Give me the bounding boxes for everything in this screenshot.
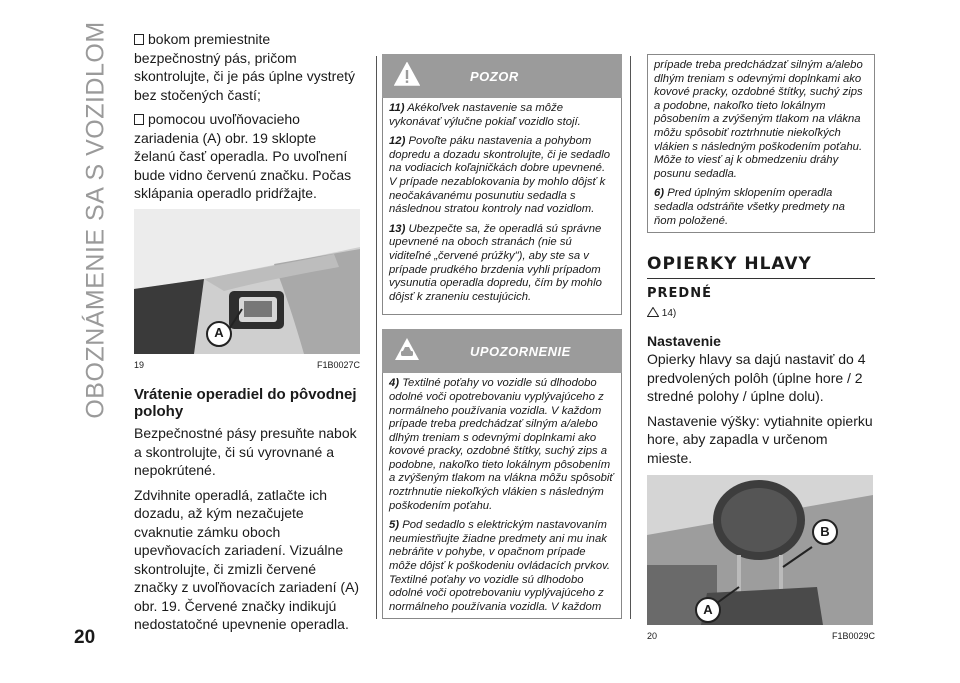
section-title: OPIERKY HLAVY (647, 255, 875, 279)
bullet-box-icon (134, 114, 144, 125)
column-2 (382, 54, 622, 619)
warning-body: 11) Akékoľvek nastavenie sa môže vykonávať výlučne pokiaľ vozidlo stojí. 12) Povoľte páku nastavenia a pohybom dopredu a dozadu skontrolujte, či je sedadlo na vodiacich koľajničkách dobre upevnené. V prípade nezablokovania by mohlo dôjsť k neočakávanému posunutiu sedadla s následnou stratou kontroly nad vozidlom. 13) Ubezpečte sa, že operadlá sú správne upevnené na oboch stranách (nie sú viditeľné „červené prúžky"), aby ste sa v prípade prudkého brzdenia vyhli prípadom vysunutia operadla dopredu, čím by mohlo dôjsť k zraneniu cestujúcich. (382, 98, 622, 315)
section-heading: Vrátenie operadiel do pôvodnej polohy (134, 386, 357, 420)
paragraph: Opierky hlavy sa dajú nastaviť do 4 predvolených polôh (úplne hore / 2 stredné polohy / úplne dolu). (647, 351, 866, 405)
paragraph: Zdvihnite operadlá, zatlačte ich dozadu, až kým nezačujete cvaknutie zámku oboch upevňovacích zariadení. Vizuálne skontrolujte, či zmizli červené značky z uvoľňovacích zariadení (A) obr. 19. Červené značky indikujú nedostatočné upevnenie operadla. (134, 486, 360, 632)
seat-release-illustration (134, 209, 360, 354)
callout-a: A (206, 321, 232, 347)
caution-header: UPOZORNENIE (382, 329, 622, 373)
headrest-illustration (647, 475, 873, 625)
figure-caption: 19 F1B0027C (134, 359, 360, 370)
subsection-title: PREDNÉ (647, 285, 712, 301)
bullet-box-icon (134, 34, 144, 45)
column-1 (134, 30, 360, 640)
page-number: 20 (74, 627, 96, 648)
figure-caption: 20 F1B0029C (647, 631, 875, 642)
column-divider (376, 56, 377, 619)
warning-triangle-icon (647, 307, 659, 317)
car-caution-icon (394, 337, 420, 361)
bullet-item: bokom premiestnite bezpečnostný pás, pričom skontrolujte, či je pás úplne vystretý bez stočených častí; (134, 31, 355, 103)
figure-20 (647, 475, 873, 625)
warning-header: POZOR (382, 54, 622, 98)
paragraph: Bezpečnostné pásy presuňte nabok a skontrolujte, či sú vyrovnané a nepokrútené. (134, 425, 357, 478)
caution-body: 4) Textilné poťahy vo vozidle sú dlhodobo odolné voči opotrebovaniu vyplývajúceho z normálneho používania vozidla. V každom prípade treba predchádzať silným a/alebo dlhým treniam s odevnými doplnkami ako kovové pracky, ozdobné štítky, suchý zips a podobne, nakoľko tieto lokálnym pôsobením a zvýšeným tlakom na vlákna môžu spôsobiť roztrhnutie niekoľkých vlákien s následným poškodením poťahu. 5) Pod sedadlo s elektrickým nastavovaním neumiestňujte žiadne predmety ani mu inak nebráňte v pohybe, v opačnom prípade môže dôjsť k poškodeniu ovládacích prvkov. Textilné poťahy vo vozidle sú dlhodobo odolné voči opotrebovaniu vyplývajúceho z normálneho používania vozidla. V každom (382, 373, 622, 619)
warning-triangle-icon (394, 62, 420, 86)
bullet-item: pomocou uvoľňovacieho zariadenia (A) obr. 19 sklopte želanú časť operadla. Po uvoľnení bude vidno červenú značku. Počas sklápania operadlo pridŕžajte. (134, 111, 352, 201)
side-section-title: OBOZNÁMENIE SA S VOZIDLOM (81, 21, 110, 419)
callout-a: A (695, 597, 721, 623)
reference-mark: 14) (647, 305, 875, 324)
caution-continued: prípade treba predchádzať silným a/alebo dlhým treniam s odevnými doplnkami ako kovové pracky, ozdobné štítky, suchý zips a podobne, nakoľko tieto lokálnym pôsobením a zvýšeným tlakom na vlákna môžu spôsobiť roztrhnutie niekoľkých vlákien s následným poškodením poťahu. Môže to viesť aj k obmedzeniu dráhy posunu sedadla. 6) Pred úplným sklopením operadla sedadla odstráňte všetky predmety na ňom položené. (647, 54, 875, 233)
figure-19 (134, 209, 360, 354)
subheading: Nastavenie (647, 332, 721, 349)
column-3 (647, 54, 875, 646)
callout-b: B (812, 519, 838, 545)
column-divider (630, 56, 631, 619)
paragraph: Nastavenie výšky: vytiahnite opierku hore, aby zapadla v určenom mieste. (647, 412, 873, 466)
